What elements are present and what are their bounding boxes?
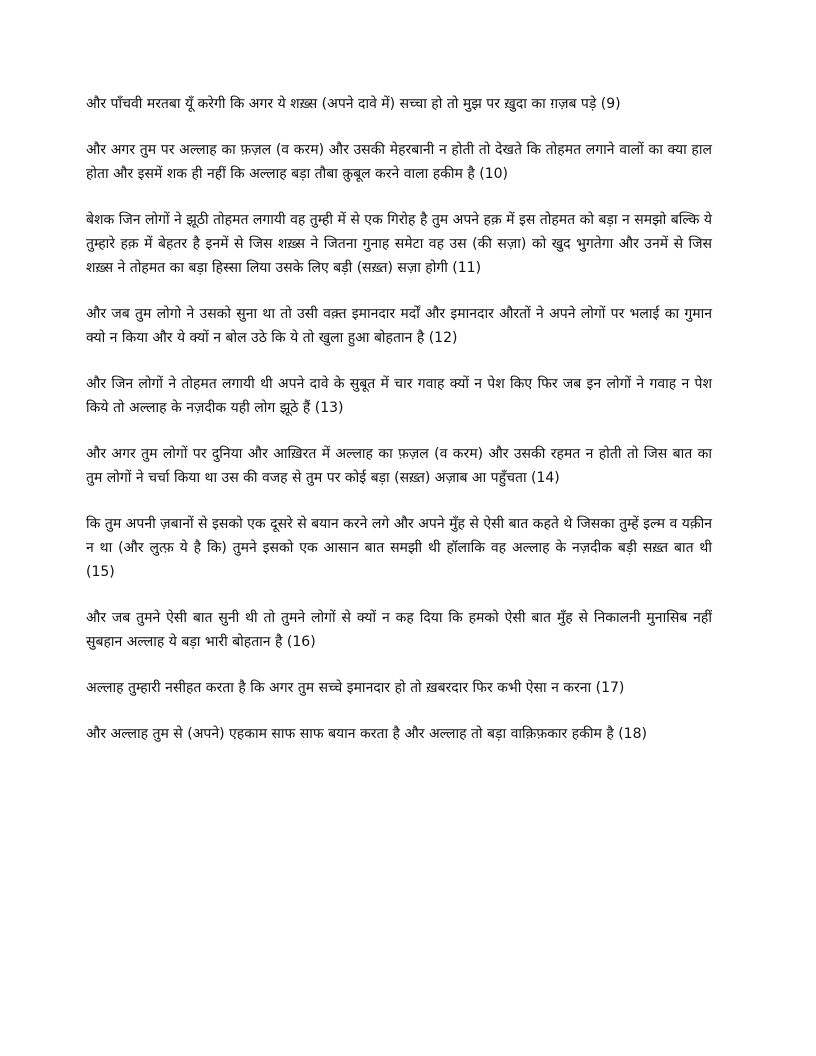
verse-paragraph: कि तुम अपनी ज़बानों से इसको एक दूसरे से बयान करने लगे और अपने मुँह से ऐसी बात कहते थे जिसका तुम्हें इल्म व यक़ीन न था (और लुत्फ़ ये है कि) तुमने इसको एक आसान बात समझी थी हॉलाकि वह अल्लाह के नज़दीक बड़ी सख़्त बात थी (15): [86, 516, 712, 580]
verse-paragraph: और पाँचवी मरतबा यूँ करेगी कि अगर ये शख़्स (अपने दावे में) सच्चा हो तो मुझ पर ख़ुदा का ग़ज़ब पड़े (9): [86, 96, 621, 112]
verse-paragraph: बेशक जिन लोगों ने झूठी तोहमत लगायी वह तुम्ही में से एक गिरोह है तुम अपने हक़ में इस तोहमत को बड़ा न समझो बल्कि ये तुम्हारे हक़ में बेहतर है इनमें से जिस शख़्स ने जितना गुनाह समेटा वह उस (की सज़ा) को खुद भुगतेगा और उनमें से जिस शख़्स ने तोहमत का बड़ा हिस्सा लिया उसके लिए बड़ी (सख़्त) सज़ा होगी (11): [86, 212, 712, 276]
verse-paragraph: और अल्लाह तुम से (अपने) एहकाम साफ साफ बयान करता है और अल्लाह तो बड़ा वाक़िफ़कार हकीम है (18): [86, 726, 647, 742]
document-content: [86, 92, 712, 768]
verse-paragraph: और जब तुम लोगो ने उसको सुना था तो उसी वक़्त इमानदार मर्दों और इमानदार औरतों ने अपने लोगों पर भलाई का गुमान क्यो न किया और ये क्यों न बोल उठे कि ये तो खुला हुआ बोहतान है (12): [86, 306, 712, 346]
verse-paragraph: और अगर तुम लोगों पर दुनिया और आख़िरत में अल्लाह का फ़ज़ल (व करम) और उसकी रहमत न होती तो जिस बात का तुम लोगों ने चर्चा किया था उस की वजह से तुम पर कोई बड़ा (सख़्त) अज़ाब आ पहुँचता (14): [86, 446, 712, 486]
verse-paragraph: और जिन लोगों ने तोहमत लगायी थी अपने दावे के सुबूत में चार गवाह क्यों न पेश किए फिर जब इन लोगों ने गवाह न पेश किये तो अल्लाह के नज़दीक यही लोग झूठे हैं (13): [86, 376, 712, 416]
verse-paragraph: और अगर तुम पर अल्लाह का फ़ज़ल (व करम) और उसकी मेहरबानी न होती तो देखते कि तोहमत लगाने वालों का क्या हाल होता और इसमें शक ही नहीं कि अल्लाह बड़ा तौबा क़ुबूल करने वाला हकीम है (10): [86, 142, 712, 182]
verse-paragraph: और जब तुमने ऐसी बात सुनी थी तो तुमने लोगों से क्यों न कह दिया कि हमको ऐसी बात मुँह से निकालनी मुनासिब नहीं सुबहान अल्लाह ये बड़ा भारी बोहतान है (16): [86, 610, 712, 650]
verse-paragraph: अल्लाह तुम्हारी नसीहत करता है कि अगर तुम सच्चे इमानदार हो तो ख़बरदार फिर कभी ऐसा न करना (17): [86, 680, 625, 696]
